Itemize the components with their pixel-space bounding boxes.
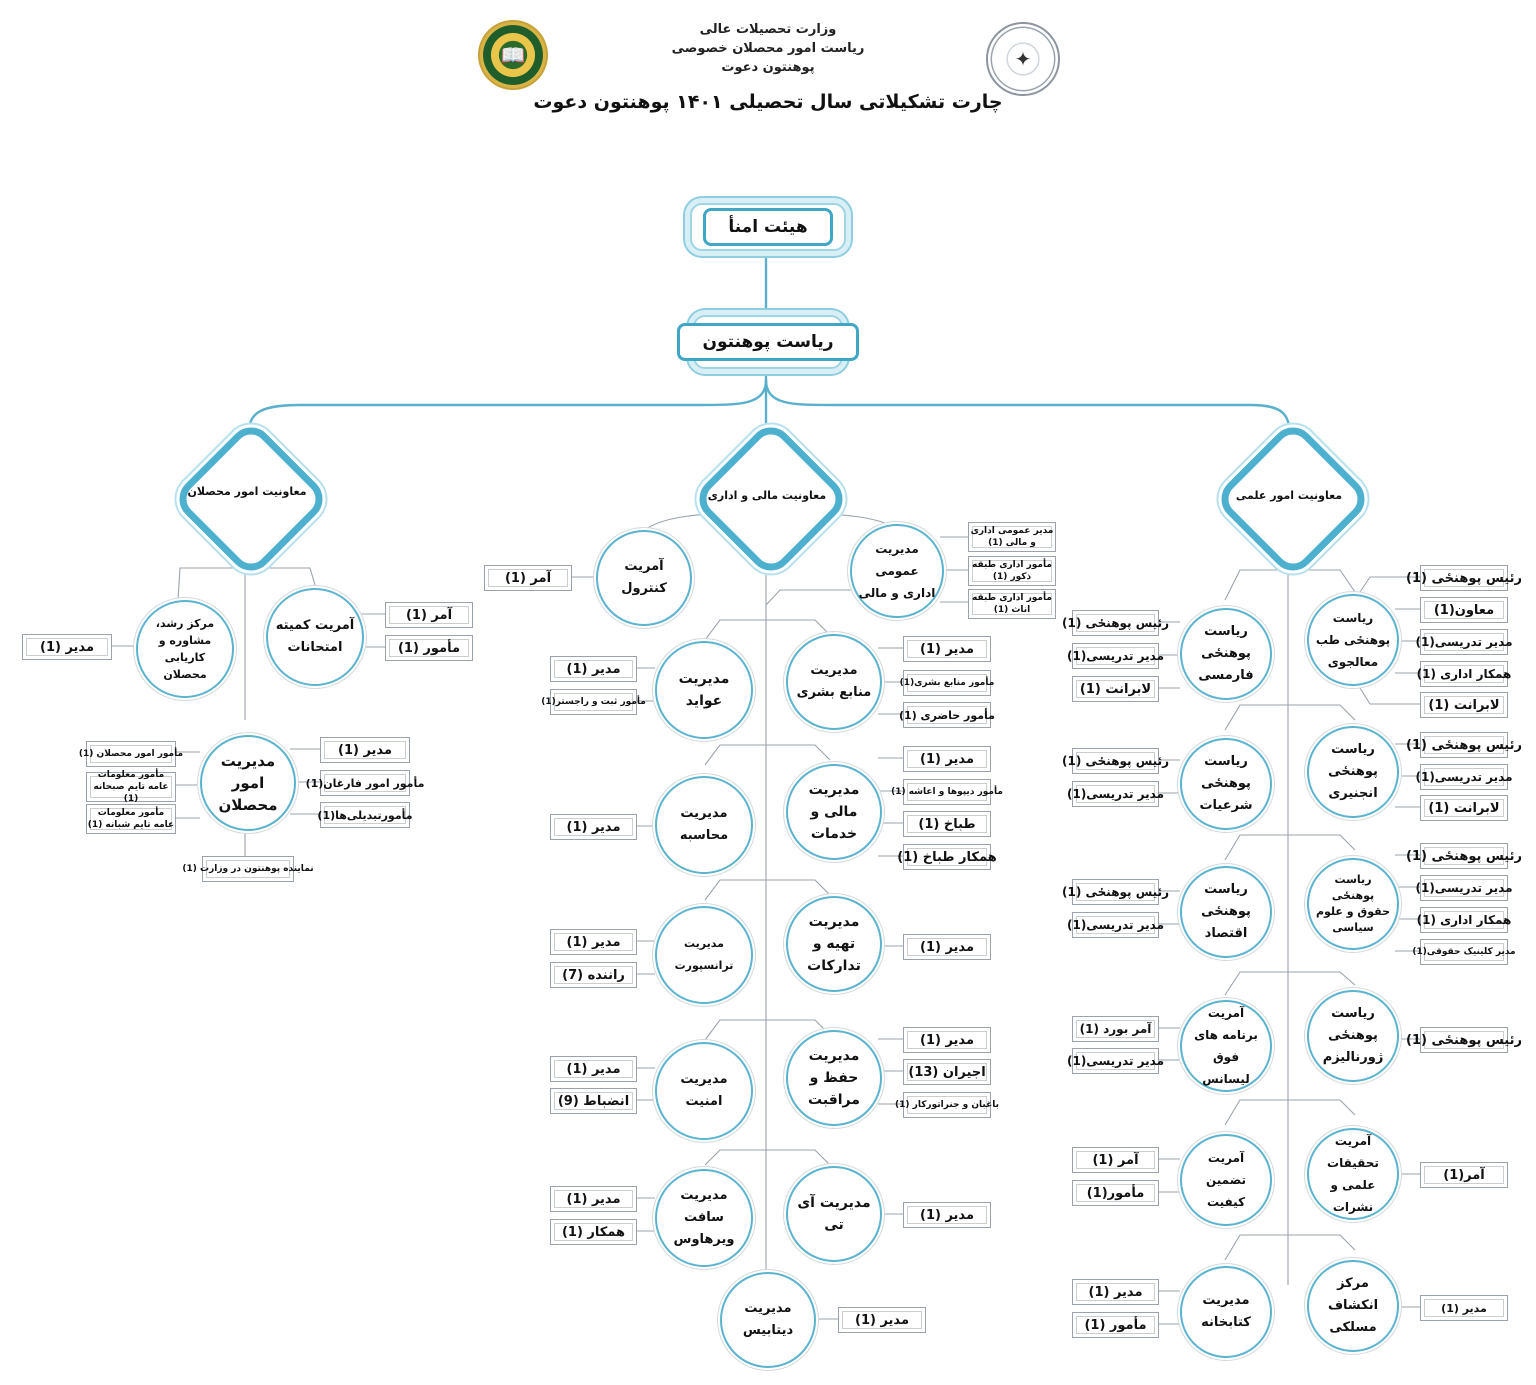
hr-officer-box: مأمور منابع بشری(1): [903, 670, 991, 696]
header-ministry: وزارت تحصیلات عالی: [699, 22, 837, 37]
control-label: آمریت کنترول: [621, 559, 667, 596]
library-manager-box: مدیر (1): [1072, 1279, 1159, 1305]
student-affairs-label: مدیریت امور محصلان: [218, 752, 278, 814]
quality-label: آمریت تضمین کیفیت: [1205, 1151, 1247, 1209]
softhard-manager-box: مدیر (1): [550, 1186, 637, 1212]
law-teaching-box: مدیر تدریسی(1): [1420, 875, 1508, 901]
law-dean-box: رئیس پوهنځی (1): [1420, 843, 1508, 869]
counseling-manager-box: مدیر (1): [22, 634, 112, 660]
node-presidency: [693, 315, 843, 369]
economics-dean-box: رئیس پوهنځی (1): [1072, 879, 1159, 905]
transport-manager-box: مدیر (1): [550, 929, 637, 955]
engineering-lab-box: لابرانت (1): [1420, 795, 1508, 821]
header-university: پوهنتون دعوت: [721, 60, 815, 75]
general-admin-label: مدیریت عمومی اداری و مالی: [858, 542, 936, 600]
unit-revenue: [655, 641, 753, 739]
node-board-of-trustees: [690, 203, 846, 251]
research-label: آمریت تحقیقات علمی و نشرات: [1327, 1134, 1379, 1214]
library-label: مدیریت کتابخانه: [1201, 1293, 1251, 1330]
it-label: مدیریت آی تی: [797, 1195, 871, 1233]
exam-label: آمریت کمیته امتحانات: [275, 618, 355, 655]
softhard-label: مدیریت سافت ویرهاوس: [673, 1188, 735, 1247]
public-info-morning-box: مأمور معلومات عامه تایم صبحانه (1): [86, 772, 176, 802]
unit-human-resources: [786, 634, 882, 730]
law-admin-box: همکار اداری (1): [1420, 907, 1508, 933]
unit-faculty-law: [1307, 858, 1399, 950]
medicine-lab-box: لابرانت (1): [1420, 692, 1508, 718]
unit-faculty-engineering: [1307, 726, 1399, 818]
unit-maintenance: [786, 1030, 882, 1126]
emblem-icon: ✦: [1014, 47, 1032, 71]
pharmacy-dean-box: رئیس پوهنځی (1): [1072, 610, 1159, 636]
admin-officer-female-box: مأمور اداری طبقه اناث (1): [968, 589, 1056, 619]
pharmacy-teaching-box: مدیر تدریسی(1): [1072, 643, 1159, 669]
unit-transport: [655, 906, 753, 1004]
admin-officer-male-box: مأمور اداری طبقه ذکور (1): [968, 556, 1056, 586]
unit-postgraduate-programs: [1180, 1000, 1272, 1092]
hr-manager-box: مدیر (1): [903, 636, 991, 662]
sharia-label: ریاست پوهنځی شرعیات: [1199, 754, 1253, 813]
quality-officer-box: مأمور(1): [1072, 1180, 1159, 1206]
vice-finance-label: معاونیت مالی و اداری: [707, 489, 827, 502]
economics-teaching-box: مدیر تدریسی(1): [1072, 912, 1159, 938]
hr-label: مدیریت منابع بشری: [796, 663, 872, 700]
unit-library: [1180, 1266, 1272, 1358]
services-manager-box: مدیر (1): [903, 746, 991, 772]
research-head-box: آمر(1): [1420, 1162, 1508, 1188]
vice-students-label: معاونیت امور محصلان: [187, 485, 307, 498]
unit-accounting: [655, 776, 753, 874]
workers-box: اجیران (13): [903, 1059, 991, 1085]
revenue-registrar-box: مأمور ثبت و راجستر(1): [550, 689, 637, 715]
database-label: مدیریت دیتابیس: [742, 1301, 794, 1338]
unit-database: [720, 1272, 816, 1368]
unit-software-hardware: [655, 1169, 753, 1267]
maintenance-manager-box: مدیر (1): [903, 1027, 991, 1053]
transfers-officer-box: مأمورتبدیلی‌ها(1): [320, 802, 410, 828]
engineering-label: ریاست پوهنځی انجنیری: [1328, 742, 1378, 801]
board-label: هیئت امنأ: [703, 208, 832, 246]
book-icon: 📖: [500, 43, 526, 67]
pharmacy-lab-box: لابرانت (1): [1072, 676, 1159, 702]
unit-faculty-sharia: [1180, 738, 1272, 830]
softhard-assistant-box: همکار (1): [550, 1219, 637, 1245]
exam-head-box: آمر (1): [385, 602, 473, 628]
drivers-box: راننده (7): [550, 962, 637, 988]
accounting-label: مدیریت محاسبه: [679, 806, 729, 843]
quality-head-box: آمر (1): [1072, 1147, 1159, 1173]
student-affairs-manager-box: مدیر (1): [320, 737, 410, 763]
medicine-admin-box: همکار اداری (1): [1420, 661, 1508, 687]
database-manager-box: مدیر (1): [838, 1307, 926, 1333]
presidency-label: ریاست پوهنتون: [677, 323, 858, 361]
journalism-dean-box: رئیس پوهنځی (1): [1420, 1027, 1508, 1053]
unit-faculty-pharmacy: [1180, 608, 1272, 700]
unit-professional-development: [1307, 1260, 1399, 1352]
engineering-dean-box: رئیس پوهنځی (1): [1420, 732, 1508, 758]
unit-exam-committee: [266, 588, 364, 686]
revenue-manager-box: مدیر (1): [550, 656, 637, 682]
unit-procurement: [786, 896, 882, 992]
chart-title: چارت تشکیلاتی سال تحصیلی ۱۴۰۱ پوهنتون دعوت: [533, 91, 1003, 113]
unit-quality-assurance: [1180, 1134, 1272, 1226]
gardener-box: باغبان و جنراتورکار (1): [903, 1092, 991, 1118]
law-clinic-box: مدیر کلینیک حقوقی(1): [1420, 939, 1508, 965]
sharia-teaching-box: مدیر تدریسی(1): [1072, 781, 1159, 807]
depot-officer-box: مأمور دیپوها و اعاشه (1): [903, 779, 991, 805]
sharia-dean-box: رئیس پوهنځی (1): [1072, 748, 1159, 774]
ministry-representative-box: نماینده پوهنتون در وزارت (1): [202, 856, 294, 882]
header-directorate: ریاست امور محصلان خصوصی: [671, 41, 865, 56]
career-manager-box: مدیر (1): [1420, 1295, 1508, 1321]
unit-control: [596, 530, 692, 626]
revenue-label: مدیریت عواید: [678, 671, 730, 709]
public-info-evening-box: مأمور معلومات عامه تایم شبانه (1): [86, 804, 176, 834]
it-manager-box: مدیر (1): [903, 1202, 991, 1228]
unit-faculty-medicine: [1307, 594, 1399, 686]
procurement-label: مدیریت تهیه و تدارکات: [807, 914, 861, 974]
accounting-manager-box: مدیر (1): [550, 814, 637, 840]
postgrad-board-box: آمر بورد (1): [1072, 1016, 1159, 1042]
transport-label: مدیریت ترانسپورت: [674, 937, 734, 972]
services-label: مدیریت مالی و خدمات: [808, 782, 860, 842]
unit-security: [655, 1042, 753, 1140]
unit-counseling-center: [136, 600, 234, 698]
control-head-box: آمر (1): [484, 565, 572, 591]
unit-general-admin-finance: [850, 524, 944, 618]
vice-academic-label: معاونیت امور علمی: [1235, 489, 1343, 502]
graduates-officer-box: مأمور امور فارغان(1): [320, 770, 410, 796]
engineering-teaching-box: مدیر تدریسی(1): [1420, 764, 1508, 790]
maintenance-label: مدیریت حفظ و مراقبت: [808, 1048, 860, 1108]
procurement-manager-box: مدیر (1): [903, 934, 991, 960]
security-manager-box: مدیر (1): [550, 1056, 637, 1082]
pharmacy-label: ریاست پوهنځی فارمسی: [1198, 624, 1254, 683]
career-label: مرکز انکشاف مسلکی: [1327, 1276, 1379, 1335]
security-label: مدیریت امنیت: [680, 1072, 728, 1109]
law-label: ریاست پوهنځی حقوق و علوم سیاسی: [1315, 873, 1391, 934]
medicine-teaching-box: مدیر تدریسی(1): [1420, 629, 1508, 655]
discipline-staff-box: انضباط (9): [550, 1088, 637, 1114]
general-director-box: مدیر عمومی اداری و مالی (1): [968, 522, 1056, 552]
journalism-label: ریاست پوهنځی ژورنالیزم: [1322, 1006, 1384, 1065]
economics-label: ریاست پوهنځی اقتصاد: [1201, 882, 1251, 941]
cook-box: طباخ (1): [903, 811, 991, 837]
library-officer-box: مأمور (1): [1072, 1312, 1159, 1338]
unit-faculty-journalism: [1307, 990, 1399, 1082]
counseling-label: مرکز رشد، مشاوره و کاریابی محصلان: [155, 617, 215, 681]
medicine-deputy-box: معاون(1): [1420, 597, 1508, 623]
postgrad-teaching-box: مدیر تدریسی(1): [1072, 1048, 1159, 1074]
postgrad-label: آمریت برنامه های فوق لیسانس: [1194, 1006, 1258, 1086]
unit-faculty-economics: [1180, 866, 1272, 958]
unit-it: [786, 1166, 882, 1262]
unit-student-affairs: [200, 735, 296, 831]
exam-officer-box: مأمور (1): [385, 635, 473, 661]
attendance-officer-box: مأمور حاضری (1): [903, 702, 991, 728]
unit-research-publications: [1307, 1128, 1399, 1220]
unit-finance-services: [786, 764, 882, 860]
medicine-label: ریاست پوهنځی طب معالجوی: [1315, 611, 1391, 669]
medicine-dean-box: رئیس پوهنځی (1): [1420, 565, 1508, 591]
student-affairs-officer-box: مأمور امور محصلان (1): [86, 741, 176, 767]
cook-assistant-box: همکار طباخ (1): [903, 844, 991, 870]
header: [0, 20, 1536, 113]
